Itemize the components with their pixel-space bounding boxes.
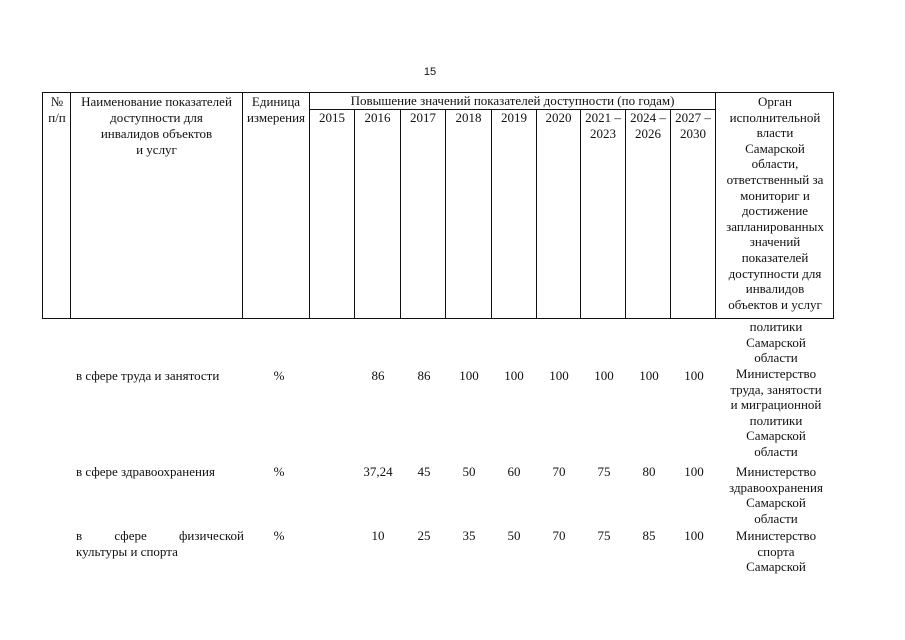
header-year: 2018 (455, 110, 482, 125)
row-value: 75 (597, 528, 611, 543)
header-year: 2016 (364, 110, 391, 125)
row-value: 100 (684, 368, 704, 383)
table-header-grid (42, 92, 834, 318)
row-organ: Министерство спорта Самарской (735, 528, 817, 575)
row-unit: % (273, 464, 285, 479)
page-number: 15 (423, 66, 437, 78)
row-label: в сфере физической (76, 528, 244, 543)
row-value: 100 (594, 368, 614, 383)
row-unit: % (273, 528, 285, 543)
row-value: 100 (639, 368, 659, 383)
row-value: 100 (459, 368, 479, 383)
row-value: 86 (371, 368, 385, 383)
row-value: 50 (462, 464, 476, 479)
row-label: в сфере труда и занятости (76, 368, 220, 383)
header-year: 2027 – 2030 (675, 110, 711, 141)
row-value: 70 (552, 464, 566, 479)
row-unit: % (273, 368, 285, 383)
header-unit: Единица измерения (246, 94, 306, 125)
row-value: 100 (549, 368, 569, 383)
row-value: 85 (642, 528, 656, 543)
row-value: 70 (552, 528, 566, 543)
row-value: 45 (417, 464, 431, 479)
header-num: № п/п (48, 94, 66, 125)
header-year: 2019 (501, 110, 527, 125)
header-year: 2021 – 2023 (585, 110, 621, 141)
row-label-continued: культуры и спорта (76, 544, 178, 559)
header-year: 2020 (545, 110, 572, 125)
row-value: 100 (684, 464, 704, 479)
header-year: 2024 – 2026 (630, 110, 666, 141)
header-organ: Орган исполнительной власти Самарской области, ответственный за мониториг и достижение запланированных значений показателей доступности для инвалидов объектов и услуг (726, 94, 824, 312)
row-value: 100 (684, 528, 704, 543)
row-value: 10 (371, 528, 385, 543)
header-year: 2015 (319, 110, 345, 125)
row-value: 50 (507, 528, 521, 543)
row-value: 35 (462, 528, 476, 543)
row-value: 80 (642, 464, 656, 479)
header-group: Повышение значений показателей доступности (по годам) (350, 93, 675, 108)
row-value: 75 (597, 464, 611, 479)
row-value: 37,24 (363, 464, 393, 479)
header-name: Наименование показателей доступности для инвалидов объектов и услуг (81, 94, 232, 157)
row-organ: Министерство здравоохранения Самарской области (729, 464, 823, 526)
row-value: 25 (417, 528, 431, 543)
row-value: 60 (507, 464, 521, 479)
organ-carry-over: политики Самарской области (746, 319, 806, 366)
row-value: 86 (417, 368, 431, 383)
row-label: в сфере здравоохранения (76, 464, 215, 479)
row-value: 100 (504, 368, 524, 383)
row-organ: Министерство труда, занятости и миграционной политики Самарской области (730, 366, 822, 459)
header-year: 2017 (410, 110, 436, 125)
